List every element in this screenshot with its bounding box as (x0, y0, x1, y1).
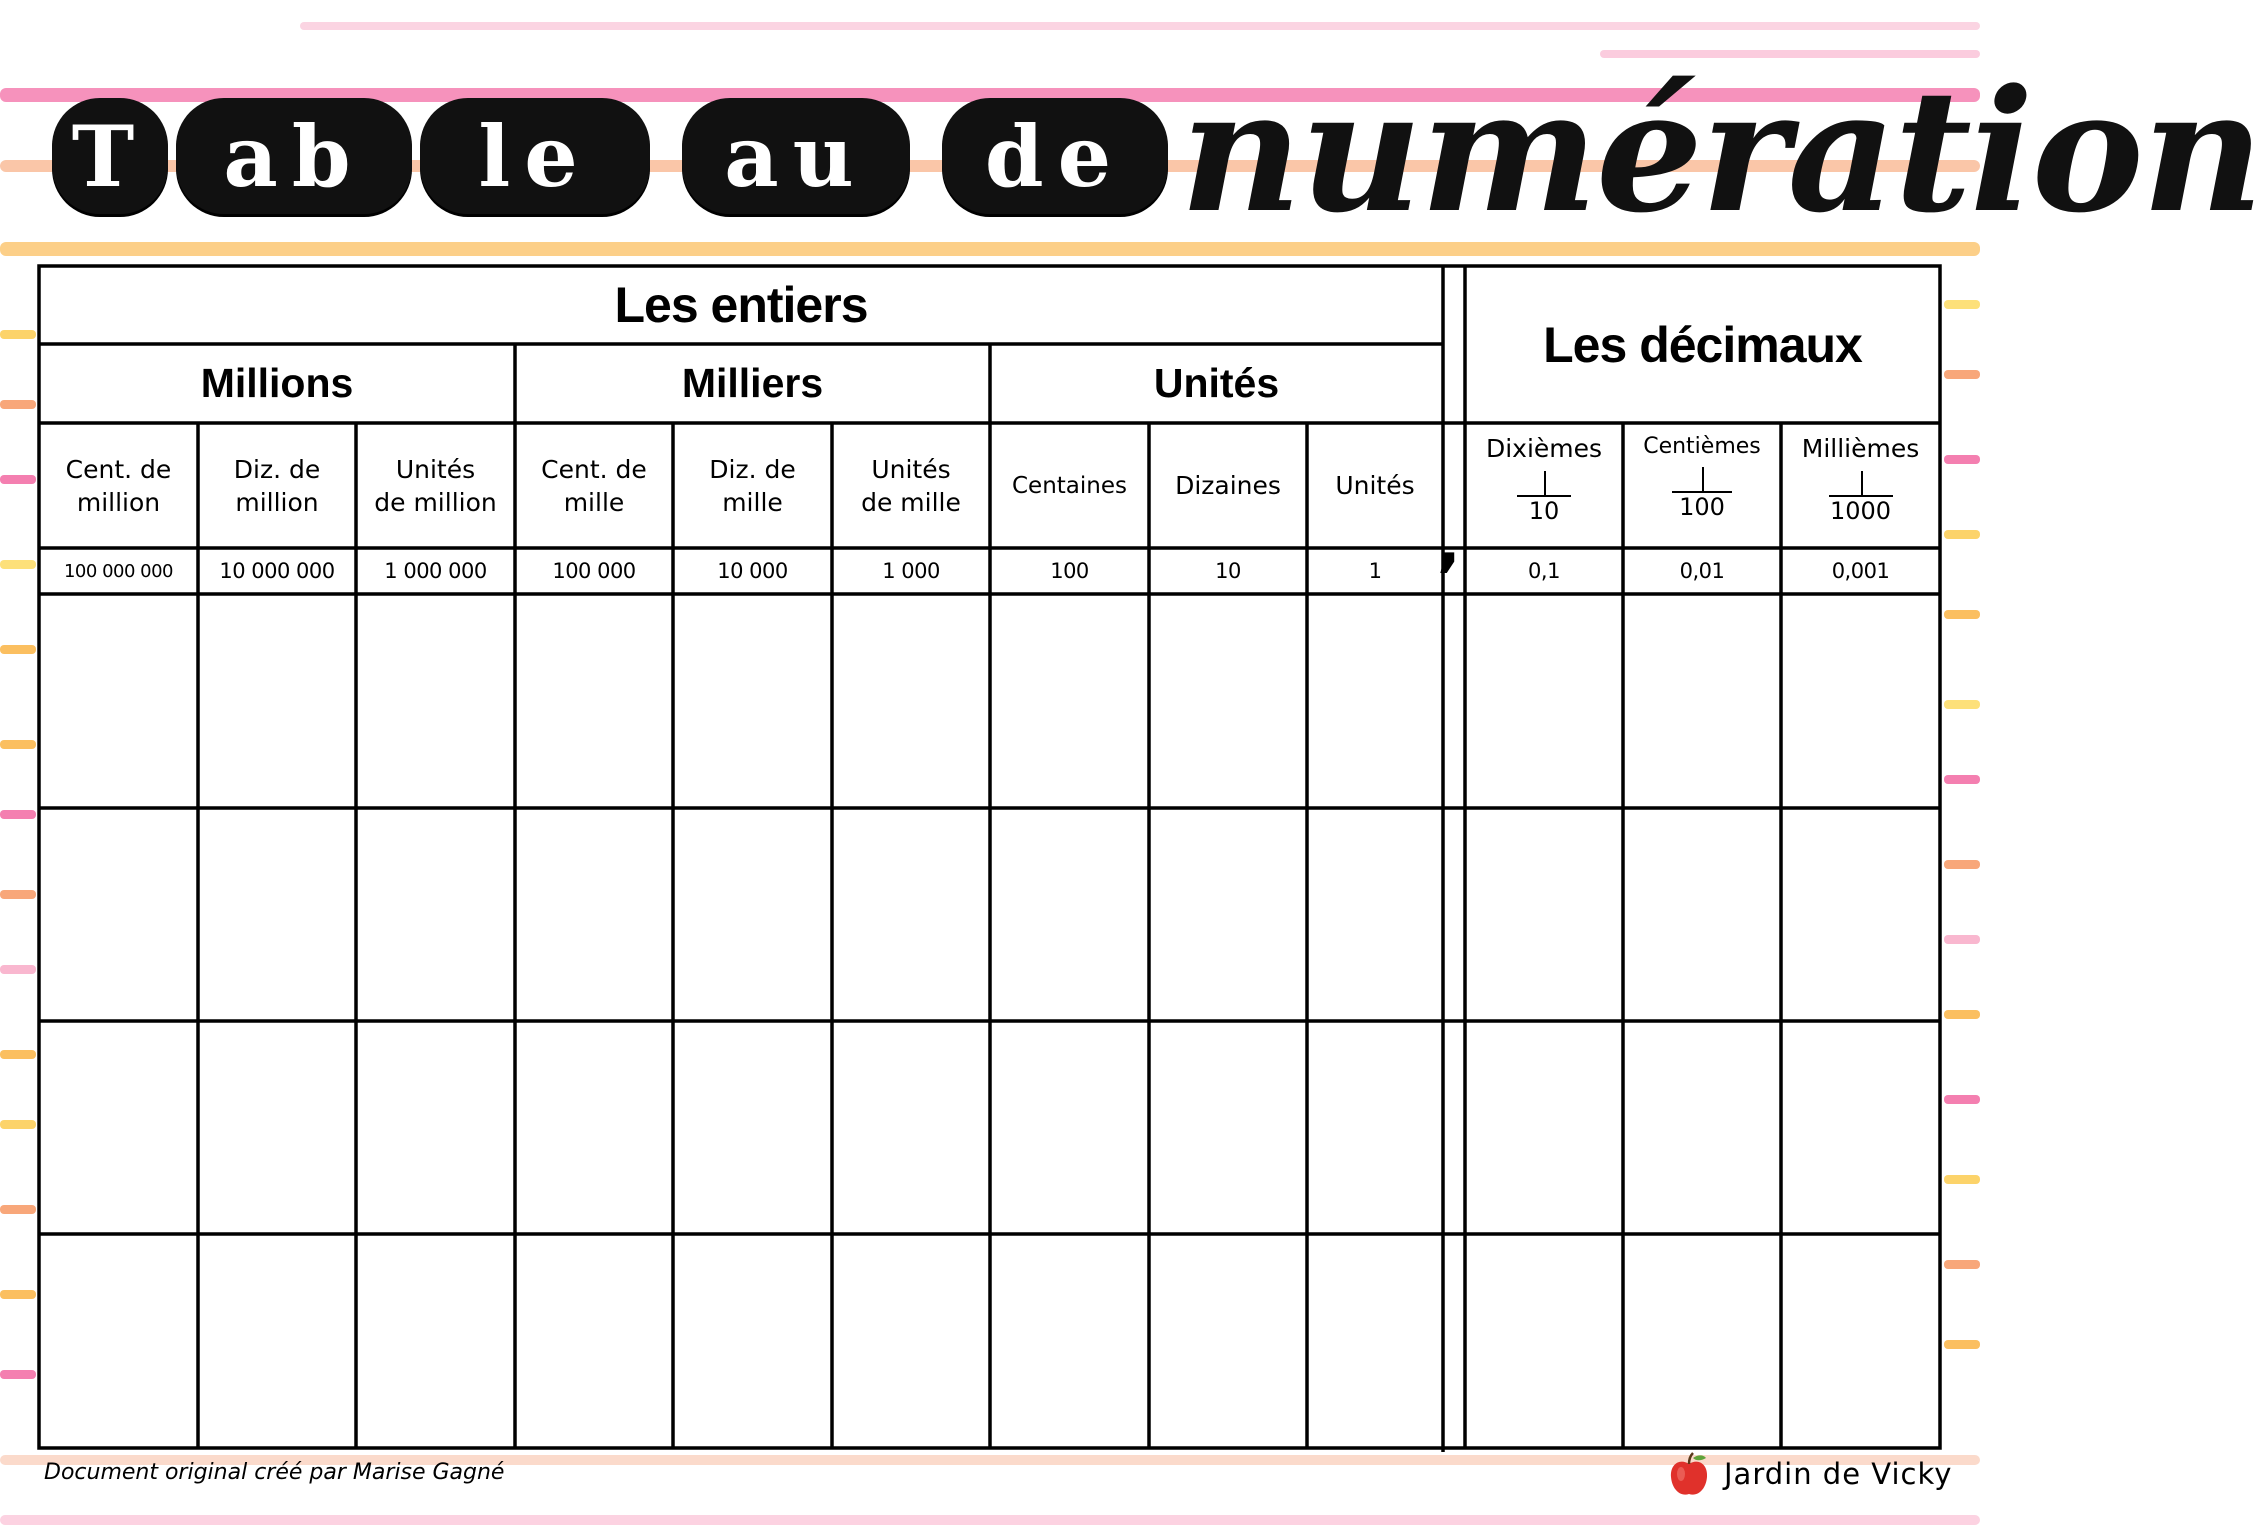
place-value: 100 (1050, 559, 1089, 583)
title-tile: le (420, 98, 650, 214)
column-label-line2: million (235, 487, 319, 517)
column-label-line1: Cent. de (65, 454, 172, 484)
fraction (1517, 471, 1571, 525)
column-label: Dixièmes (1485, 434, 1603, 463)
column-label-line2: de mille (861, 487, 961, 517)
title-tile: de (942, 98, 1168, 214)
column-label-line2: de million (374, 487, 497, 517)
brand-text: Jardin de Vicky (1724, 1457, 1953, 1491)
column-header (198, 423, 356, 548)
column-header (356, 423, 515, 548)
column-label-line1: Cent. de (541, 454, 647, 484)
place-value: 0,01 (1679, 559, 1725, 583)
column-label-line1: Diz. de (233, 454, 321, 484)
group-header-decimals: Les décimaux (1543, 316, 1862, 373)
title-tile: T (52, 98, 168, 214)
column-header (673, 423, 832, 548)
column-label-line1: Unités (871, 454, 951, 484)
place-value: 1 (1368, 559, 1382, 583)
column-header (990, 423, 1149, 548)
column-header (515, 423, 673, 548)
title-tile: au (682, 98, 910, 214)
column-header-decimal (1623, 434, 1781, 521)
class-header-millions: Millions (200, 360, 354, 406)
title-script-word: numération (1180, 52, 2262, 250)
column-label-line2: million (76, 487, 161, 517)
decimal-separator: , (1437, 506, 1461, 579)
column-header (1307, 423, 1443, 548)
column-label-line2: mille (722, 487, 783, 517)
fraction (1672, 467, 1732, 521)
credit-text: Document original créé par Marise Gagné (44, 1460, 505, 1485)
fraction-denominator: 1000 (1829, 497, 1892, 525)
column-header (39, 423, 198, 548)
title-tile: ab (176, 98, 412, 214)
apple-logo-icon (1666, 1452, 1712, 1498)
fraction-denominator: 10 (1528, 497, 1560, 525)
column-header-decimal (1781, 434, 1940, 525)
column-label-line1: Unités (395, 454, 476, 484)
fraction (1829, 471, 1893, 525)
place-value: 10 000 (717, 559, 788, 583)
column-header (1149, 423, 1307, 548)
column-label-line1: Centaines (1012, 472, 1127, 499)
place-value: 0,1 (1528, 559, 1560, 583)
place-value: 10 000 000 (219, 559, 335, 583)
column-label: Millièmes (1801, 434, 1920, 463)
column-label-line1: Unités (1335, 471, 1415, 500)
place-value: 0,001 (1831, 559, 1890, 583)
column-header-decimal (1465, 434, 1623, 525)
place-value: 1 000 000 (384, 559, 487, 583)
fraction-denominator: 100 (1679, 493, 1725, 521)
place-value: 100 000 (552, 559, 636, 583)
class-header-unites: Unités (1153, 360, 1280, 406)
column-label: Centièmes (1643, 434, 1761, 459)
class-header-milliers: Milliers (681, 360, 824, 406)
column-label-line1: Diz. de (709, 454, 796, 484)
column-label-line1: Dizaines (1175, 471, 1281, 500)
place-value: 1 000 (882, 559, 940, 583)
column-label-line2: mille (563, 487, 625, 517)
group-header-integers: Les entiers (614, 277, 868, 333)
place-value: 10 (1215, 559, 1241, 583)
place-value: 100 000 000 (63, 560, 173, 582)
column-header (832, 423, 990, 548)
